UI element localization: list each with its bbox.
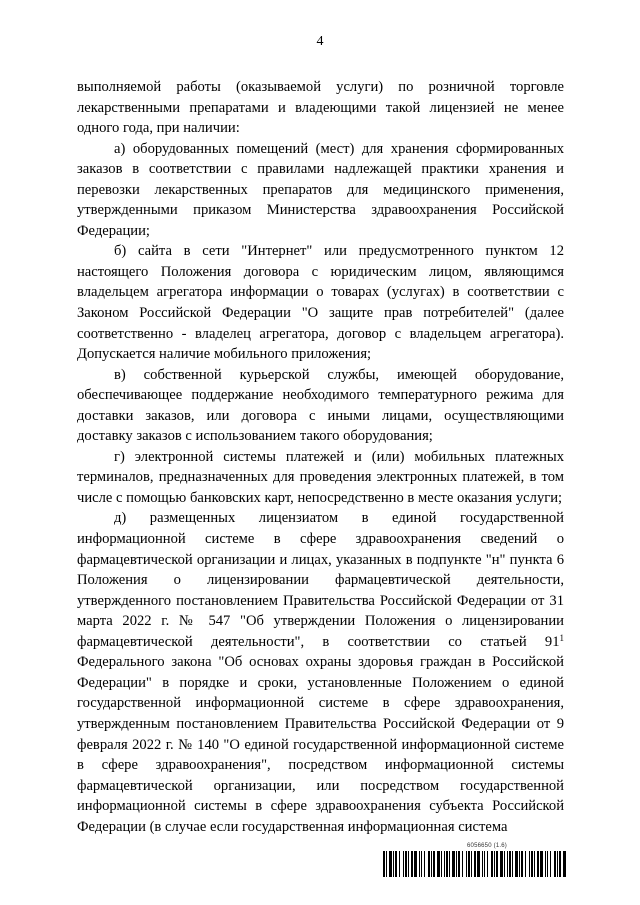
item-d-paragraph [77, 508, 564, 837]
article-superscript: 1 [559, 632, 564, 643]
page-number: 4 [316, 34, 324, 49]
item-b-paragraph: б) сайта в сети "Интернет" или предусмотренного пунктом 12 настоящего Положения договора с юридическим лицом, являющимся владельцем агрегатора информации о товарах (услугах) в соответствии с Законом Российской Федерации "О защите прав потребителей" (далее соответственно - владелец агрегатора, договор с владельцем агрегатора). Допускается наличие мобильного приложения; [77, 243, 564, 363]
barcode-image [383, 851, 566, 877]
item-a-paragraph: а) оборудованных помещений (мест) для хранения сформированных заказов в соответствии с правилами надлежащей практики хранения и перевозки лекарственных препаратов для медицинского применения, утвержденными приказом Министерства здравоохранения Российской Федерации; [77, 140, 564, 239]
item-g-paragraph: г) электронной системы платежей и (или) мобильных платежных терминалов, предназначенных для проведения электронных платежей, в том числе с помощью банковских карт, непосредственно в месте оказания услуги; [77, 448, 564, 506]
document-body [77, 77, 564, 837]
intro-paragraph: выполняемой работы (оказываемой услуги) по розничной торговле лекарственными препаратами и владеющими такой лицензией не менее одного года, при наличии: [77, 79, 564, 137]
item-d-text-part2: Федерального закона "Об основах охраны здоровья граждан в Российской Федерации" в порядке и сроки, установленные Положением о единой государственной информационной системе в сфере здравоохранения, утвержденным постановлением Правительства Российской Федерации от 9 февраля 2022 г. № 140 "О единой государственной информационной системе в сфере здравоохранения", посредством информационной системы фармацевтической организации, или посредством государственной информационной системы в сфере здравоохранения субъекта Российской Федерации (в случае если государственная информационная система [77, 654, 564, 835]
barcode-label: 6056650 (1.6) [467, 843, 507, 849]
item-d-text-part1: д) размещенных лицензиатом в единой государственной информационной системе в сфере здравоохранения сведений о фармацевтической организации и лицах, указанных в подпункте "н" пункта 6 Положения о лицензировании фармацевтической деятельности, утвержденного постановлением Правительства Российской Федерации от 31 марта 2022 г. № 547 "Об утверждении Положения о лицензировании фармацевтической деятельности", в соответствии со статьей 91 [77, 510, 564, 650]
item-v-paragraph: в) собственной курьерской службы, имеющей оборудование, обеспечивающее поддержание необходимого температурного режима для доставки заказов, или договора с иными лицами, осуществляющими доставку заказов с использованием такого оборудования; [77, 366, 564, 445]
